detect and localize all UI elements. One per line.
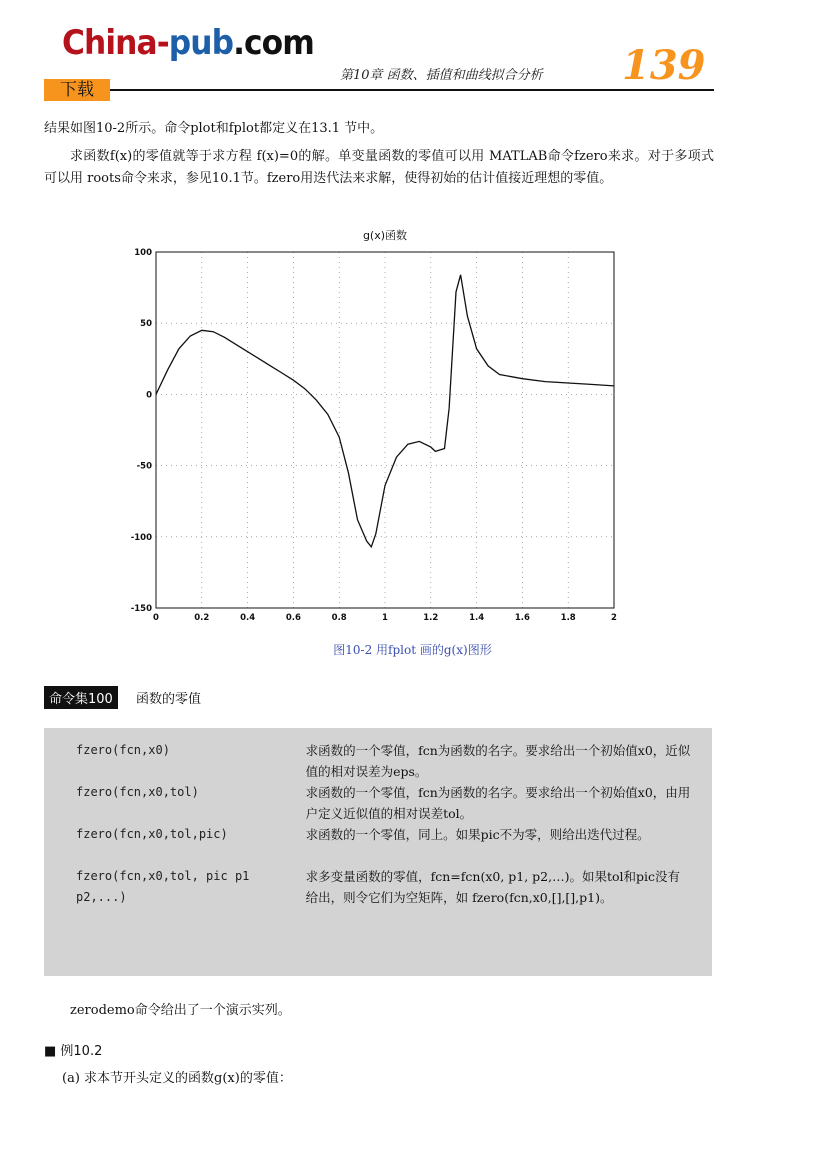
command-table <box>76 740 712 908</box>
x-tick-label: 1.8 <box>560 613 576 623</box>
command-syntax: fzero(fcn,x0,tol,pic) <box>76 827 228 841</box>
table-row <box>76 740 712 782</box>
header-rule <box>110 89 714 91</box>
logo-part-china: China- <box>62 23 169 63</box>
command-syntax: fzero(fcn,x0) <box>76 743 170 757</box>
chapter-title: 第10章 函数、插值和曲线拟合分析 <box>340 68 543 83</box>
x-tick-label: 1.2 <box>423 613 439 623</box>
series-line-gx <box>156 275 614 547</box>
x-tick-label: 0 <box>153 613 159 623</box>
grid-lines <box>156 252 614 608</box>
y-tick-label: -50 <box>136 461 152 472</box>
command-syntax: fzero(fcn,x0,tol) <box>76 785 199 799</box>
download-tag: 下载 <box>44 79 110 101</box>
x-tick-label: 1.4 <box>469 613 485 623</box>
y-tick-label: 0 <box>146 390 152 401</box>
command-description: 求函数的一个零值，同上。如果pic不为零，则给出迭代过程。 <box>305 827 650 842</box>
table-row <box>76 824 712 866</box>
y-tick-label: 100 <box>134 248 152 258</box>
command-description: 求函数的一个零值，fcn为函数的名字。要求给出一个初始值x0，近似值的相对误差为eps。 <box>305 743 691 779</box>
example-label: ■ 例10.2 <box>44 1044 103 1059</box>
x-tick-label: 2 <box>611 613 617 623</box>
x-tick-label: 0.6 <box>285 613 301 623</box>
paragraph-zerodemo: zerodemo命令给出了一个演示实列。 <box>70 1003 291 1018</box>
logo-part-com: .com <box>233 23 314 63</box>
paragraph-fzero-intro: 求函数f(x)的零值就等于求方程 f(x)=0的解。单变量函数的零值可以用 MATLAB命令fzero来求。对于多项式可以用 roots命令来求，参见10.1节。fzero用迭代法来求解，使得初始的估计值接近理想的零值。 <box>44 149 714 186</box>
command-set-label: 命令集100 <box>44 686 118 709</box>
x-tick-label: 0.2 <box>194 613 210 623</box>
y-tick-label: 50 <box>140 319 152 330</box>
paragraph-example-a: (a) 求本节开头定义的函数g(x)的零值： <box>62 1071 292 1086</box>
chart-title: g(x)函数 <box>362 229 408 242</box>
paragraph-result-figure: 结果如图10-2所示。命令plot和fplot都定义在13.1 节中。 <box>44 121 384 136</box>
y-tick-label: -100 <box>130 532 152 543</box>
command-reference-box <box>44 728 712 976</box>
gx-line-chart <box>100 222 630 632</box>
figure-caption: 图10-2 用fplot 画的g(x)图形 <box>333 643 492 657</box>
plot-frame <box>156 252 614 608</box>
x-tick-label: 0.4 <box>240 613 256 623</box>
logo-part-pub: pub <box>168 23 234 63</box>
command-syntax: fzero(fcn,x0,tol, pic p1 p2,...) <box>76 869 250 904</box>
x-tick-label: 0.8 <box>331 613 347 623</box>
command-set-title: 函数的零值 <box>136 692 202 707</box>
y-tick-label: -150 <box>130 604 152 614</box>
table-row <box>76 782 712 824</box>
x-tick-label: 1.6 <box>514 613 530 623</box>
x-tick-label: 1 <box>382 613 388 623</box>
command-description: 求函数的一个零值，fcn为函数的名字。要求给出一个初始值x0，由用户定义近似值的相对误差tol。 <box>305 785 691 821</box>
table-row <box>76 866 712 908</box>
page-number: 139 <box>622 42 706 89</box>
axis-ticks <box>131 248 617 623</box>
command-description: 求多变量函数的零值，fcn=fcn(x0, p1, p2,…)。如果tol和pic没有给出，则令它们为空矩阵，如 fzero(fcn,x0,[],[],p1)。 <box>305 869 681 905</box>
china-pub-logo <box>62 23 314 63</box>
